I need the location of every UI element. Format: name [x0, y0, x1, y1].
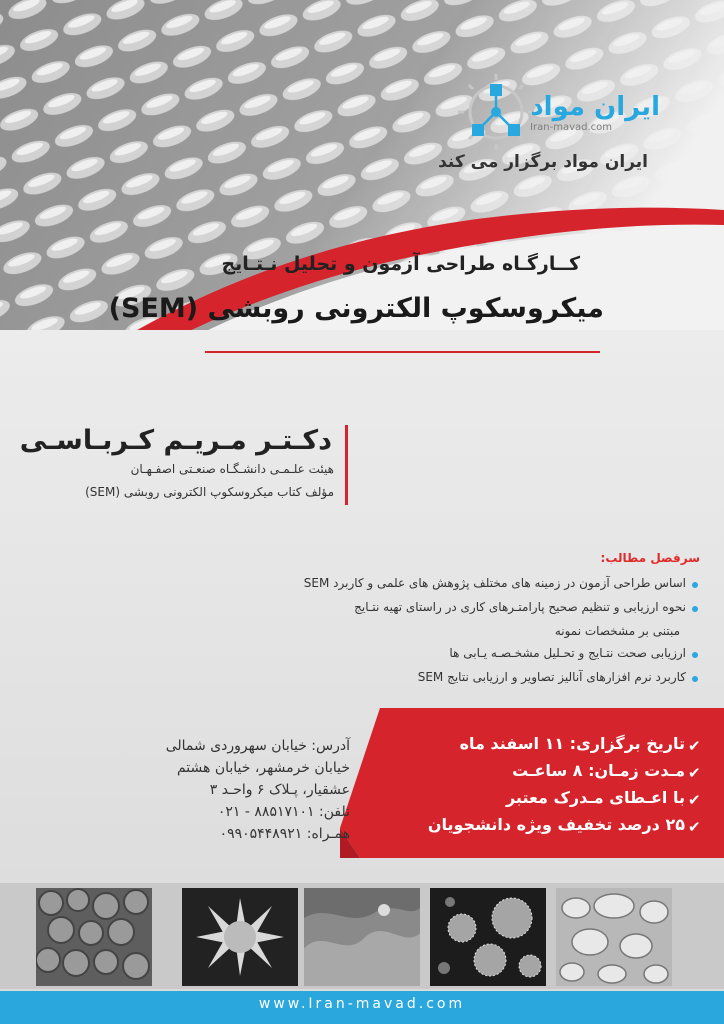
address-line2: خیابان خرمشهر، خیابان هشتم — [176, 760, 350, 776]
bullet-icon — [692, 652, 698, 658]
sem-image-spiky-particle — [182, 888, 298, 986]
workshop-title-line1: کــارگـاه طراحی آزمون و تحلیل نـتـایج — [221, 253, 580, 275]
logo-url: Iran-mavad.com — [530, 122, 612, 133]
logo-text: ایران مواد — [530, 92, 660, 122]
bullet-icon — [692, 582, 698, 588]
sem-image-pollen-grains — [430, 888, 546, 986]
info-duration: مـدت زمـان: ۸ ساعـت — [512, 761, 685, 780]
syllabus-item: اساس طراحی آزمون در زمینه های مختلف پژوهش های علمی و کاربرد SEM — [303, 576, 686, 590]
speaker-name: دکـتـر مـریـم کـربـاسـی — [19, 425, 332, 456]
syllabus-item: ارزیابی صحت نتـایج و تحـلیل مشخـصـه یـابی ها — [449, 646, 686, 660]
speaker-role: هیئت علـمـی دانشـگـاه صنعـتی اصفـهـان — [130, 462, 334, 476]
speaker-accent-bar — [345, 425, 348, 505]
organizer-text: ایران مواد برگزار می کند — [438, 152, 648, 172]
sem-image-rough-surface — [304, 888, 420, 986]
info-certificate: با اعـطای مـدرک معتبر — [505, 788, 685, 807]
check-icon: ✔ — [688, 764, 701, 782]
sem-image-cells — [36, 888, 152, 986]
footer-website-link[interactable]: www.Iran-mavad.com — [258, 996, 466, 1012]
workshop-title-line2: میکروسکوپ الکترونی روبشی (SEM) — [108, 293, 604, 324]
syllabus-item: کاربرد نرم افزارهای آنالیز تصاویر و ارزیابی نتایج SEM — [417, 670, 686, 684]
phone-number: تلفن: ۸۸۵۱۷۱۰۱ - ۰۲۱ — [217, 804, 350, 820]
check-icon: ✔ — [688, 791, 701, 809]
address-line1: آدرس: خیابان سهروردی شمالی — [165, 738, 350, 754]
bullet-icon — [692, 606, 698, 612]
syllabus-item-continued: مبتنی بر مشخصات نمونه — [554, 624, 680, 638]
bullet-icon — [692, 676, 698, 682]
check-icon: ✔ — [688, 737, 701, 755]
syllabus-title: سرفصل مطالب: — [600, 551, 700, 565]
address-line3: عشقیار، پـلاک ۶ واحـد ۳ — [209, 782, 350, 798]
mobile-number: همـراه: ۰۹۹۰۵۴۴۸۹۲۱ — [219, 826, 350, 842]
info-date: تاریخ برگزاری: ۱۱ اسفند ماه — [459, 734, 685, 753]
sem-image-droplets — [556, 888, 672, 986]
syllabus-item: نحوه ارزیابی و تنظیم صحیح پارامتـرهای کاری در راستای تهیه نتـایج — [354, 600, 686, 614]
check-icon: ✔ — [688, 818, 701, 836]
title-divider — [205, 351, 600, 353]
speaker-book: مؤلف کتاب میکروسکوپ الکترونی روبشی (SEM) — [85, 485, 334, 499]
info-discount: ۲۵ درصد تخفیف ویژه دانشجویان — [427, 815, 685, 834]
